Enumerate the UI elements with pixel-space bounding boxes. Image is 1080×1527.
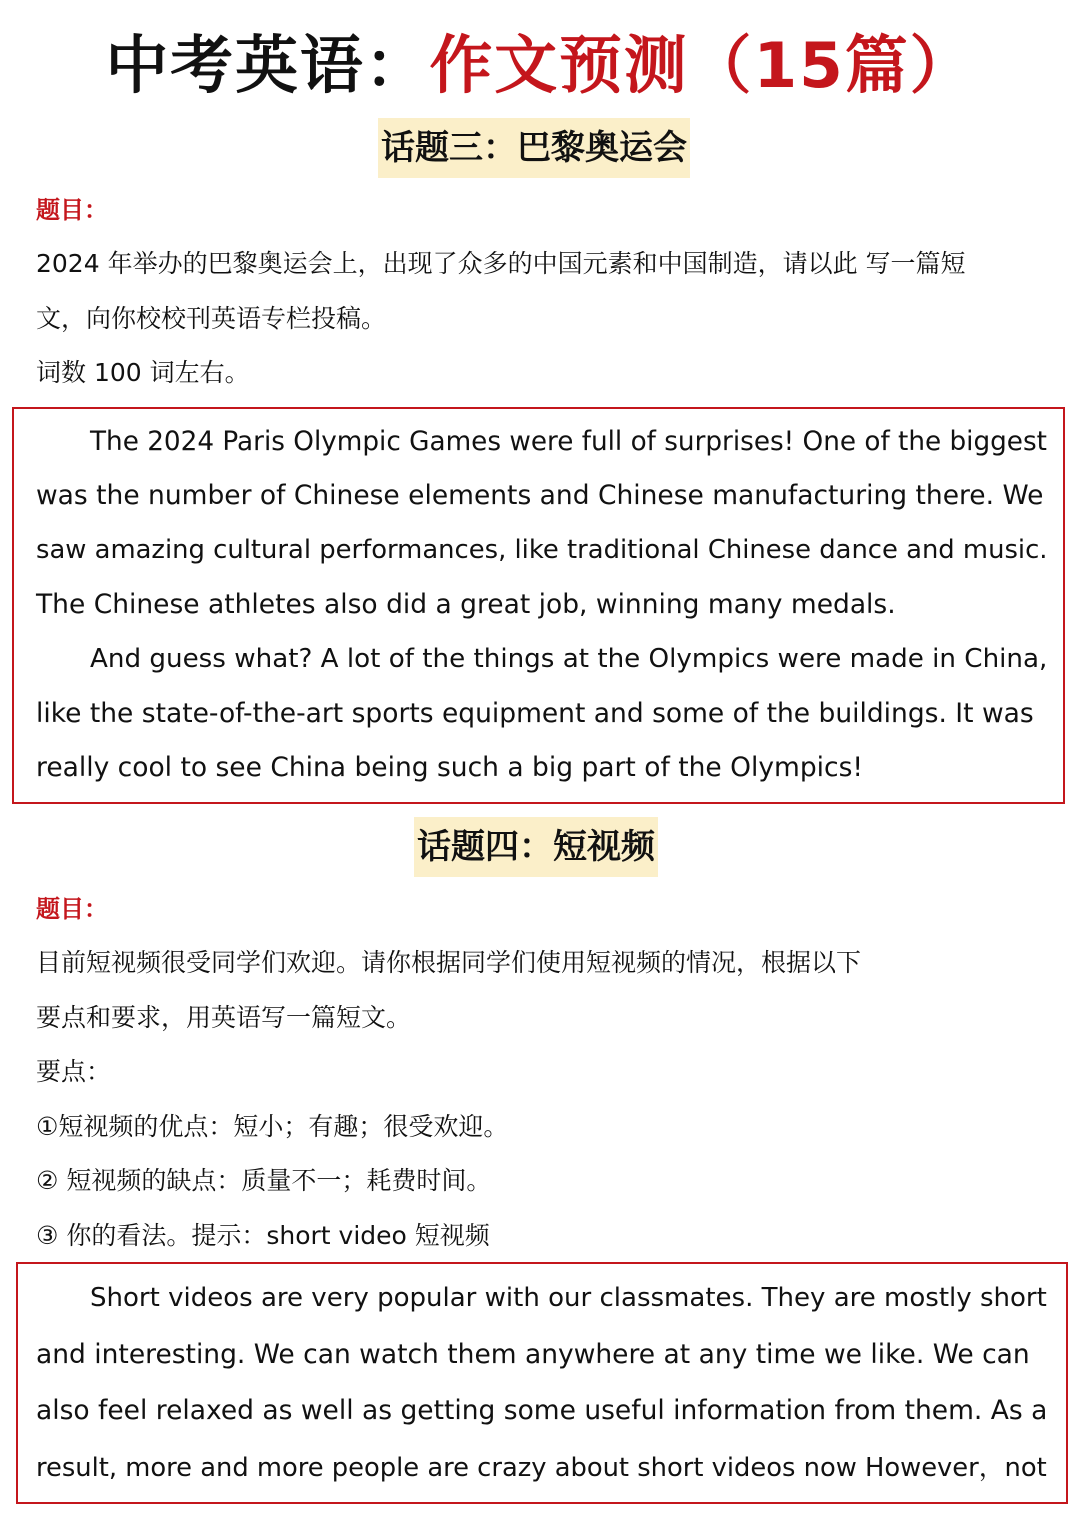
topic3-prompt-line: 词数 100 词左右。 xyxy=(36,358,250,387)
topic4-prompt-line: 要点和要求，用英语写一篇短文。 xyxy=(36,1003,412,1032)
topic4-prompt-label: 题目： xyxy=(36,895,108,923)
topic3-prompt-line: 2024 年举办的巴黎奥运会上，出现了众多的中国元素和中国制造，请以此 写一篇短 xyxy=(36,249,966,278)
topic4-prompt-line: ①短视频的优点：短小；有趣；很受欢迎。 xyxy=(36,1112,509,1141)
topic3-prompt-label: 题目： xyxy=(36,196,108,224)
page-title xyxy=(0,18,1080,114)
topic3-essay-line: really cool to see China being such a big part of the Olympics! xyxy=(36,752,864,783)
title-red-part: 作文预测（15篇） xyxy=(429,29,975,102)
topic3-heading: 话题三：巴黎奥运会 xyxy=(378,118,690,178)
topic4-essay-line: result, more and more people are crazy about short videos now However，not xyxy=(36,1453,1047,1483)
topic3-essay-line: The Chinese athletes also did a great job, winning many medals. xyxy=(36,589,896,620)
topic3-essay-line: like the state-of-the-art sports equipment and some of the buildings. It was xyxy=(36,698,1034,729)
topic4-prompt-line: 目前短视频很受同学们欢迎。请你根据同学们使用短视频的情况，根据以下 xyxy=(36,948,862,977)
topic3-essay-line: And guess what? A lot of the things at the Olympics were made in China, xyxy=(90,644,1048,674)
topic4-prompt-line: ② 短视频的缺点：质量不一；耗费时间。 xyxy=(36,1166,492,1195)
topic4-essay-line: Short videos are very popular with our classmates. They are mostly short xyxy=(90,1283,1047,1313)
topic4-essay-line: also feel relaxed as well as getting some useful information from them. As a xyxy=(36,1395,1048,1426)
topic4-prompt-line: ③ 你的看法。提示：short video 短视频 xyxy=(36,1221,490,1250)
title-black-part: 中考英语： xyxy=(105,29,430,102)
topic3-essay-line: The 2024 Paris Olympic Games were full of surprises! One of the biggest xyxy=(90,427,1047,457)
topic4-essay-line: and interesting. We can watch them anywhere at any time we like. We can xyxy=(36,1339,1030,1370)
topic4-heading: 话题四：短视频 xyxy=(414,817,658,877)
topic3-prompt-line: 文，向你校校刊英语专栏投稿。 xyxy=(36,304,387,333)
topic3-essay-line: saw amazing cultural performances, like traditional Chinese dance and music. xyxy=(36,535,1048,565)
topic4-prompt-line: 要点： xyxy=(36,1057,112,1086)
topic3-essay-line: was the number of Chinese elements and Chinese manufacturing there. We xyxy=(36,480,1044,511)
